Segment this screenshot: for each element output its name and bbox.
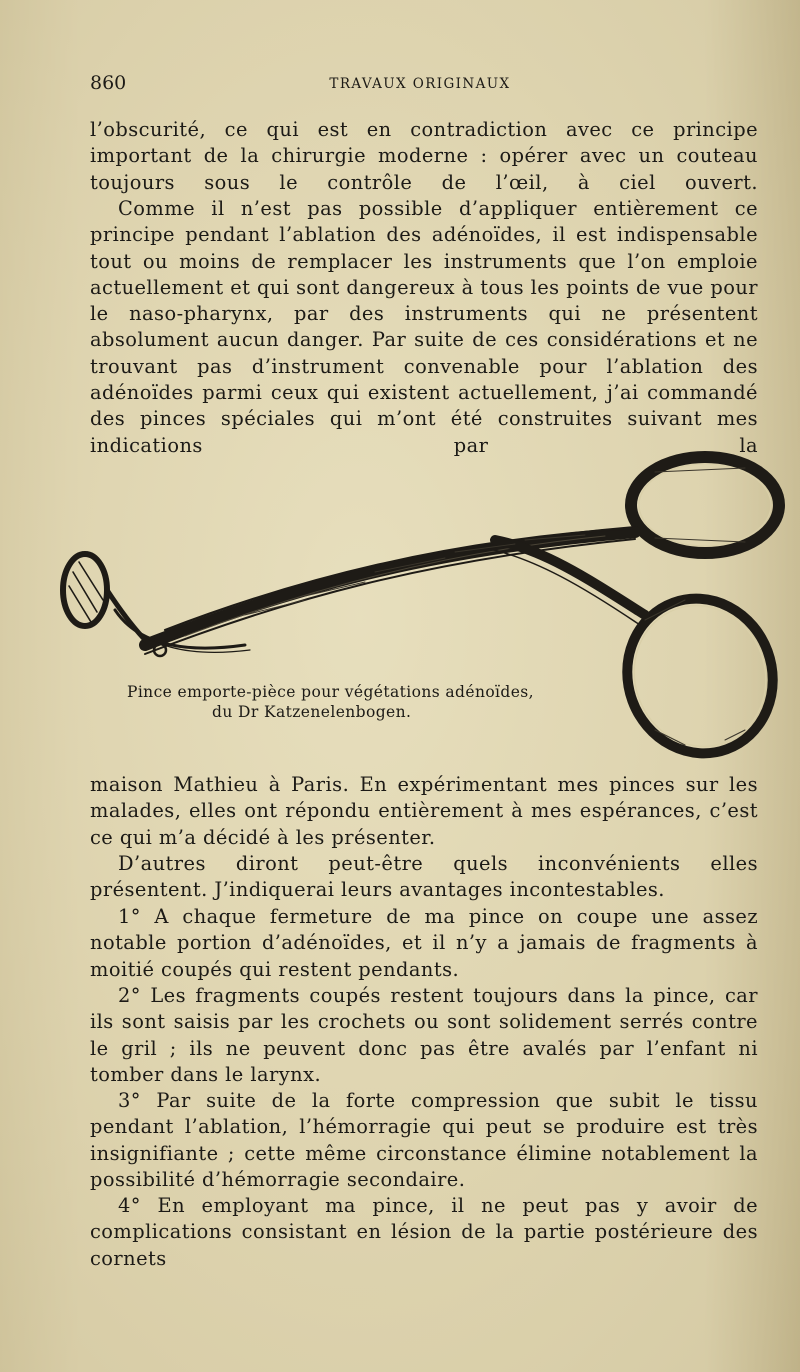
figure-forceps	[45, 440, 790, 770]
jaw-head	[63, 554, 107, 626]
paragraph-7: 3° Par suite de la forte compression que subit le tissu pendant l’ablation, l’hémorragie qui peut se produire est très insignifiante ; cette même circonstance élimine notablement la possibilité d’hémorragie secondaire.	[90, 1089, 758, 1191]
paragraph-1: l’obscurité, ce qui est en contradiction avec ce principe important de la chirurgie moderne : opérer avec un couteau toujours sous le contrôle de l’œil, à ciel ouvert.	[90, 118, 758, 194]
running-title: TRAVAUX ORIGINAUX	[329, 76, 511, 92]
paragraph-3: maison Mathieu à Paris. En expérimentant mes pinces sur les malades, elles ont répondu entièrement à mes espérances, c’est ce qui m’a décidé à les présenter.	[90, 773, 758, 849]
paragraph-6: 2° Les fragments coupés restent toujours dans la pince, car ils sont saisis par les crochets ou sont solidement serrés contre le gril ; ils ne peuvent donc pas être avalés par l’enfant ni tomber dans le larynx.	[90, 984, 758, 1086]
page-header	[90, 72, 750, 102]
paragraph-2: Comme il n’est pas possible d’appliquer entièrement ce principe pendant l’ablation des adénoïdes, il est indispensable tout ou moins de remplacer les instruments que l’on emploie actuellement et qui sont dangereux à tous les points de vue pour le naso-pharynx, par des instruments qui ne présentent absolument aucun danger. Par suite de ces considérations et ne trouvant pas d’instrument convenable pour l’ablation des adénoïdes parmi ceux qui existent actuellement, j’ai commandé des pinces spéciales qui m’ont été construites suivant mes indications par la	[90, 197, 758, 457]
caption-line-2: du Dr Katzenelenbogen.	[212, 703, 412, 721]
paragraph-4: D’autres diront peut-être quels inconvénients elles présentent. J’indiquerai leurs avantages incontestables.	[90, 852, 758, 902]
figure-caption	[127, 682, 627, 722]
upper-finger-ring	[631, 457, 779, 553]
page-number: 860	[90, 72, 127, 94]
paragraph-8: 4° En employant ma pince, il ne peut pas y avoir de complications consistant en lésion de la partie postérieure des cornets	[90, 1194, 758, 1270]
paragraph-5: 1° A chaque fermeture de ma pince on coupe une assez notable portion d’adénoïdes, et il n’y a jamais de fragments à moitié coupés qui restent pendants.	[90, 905, 758, 981]
caption-line-1: Pince emporte-pièce pour végétations adénoïdes,	[127, 683, 534, 701]
